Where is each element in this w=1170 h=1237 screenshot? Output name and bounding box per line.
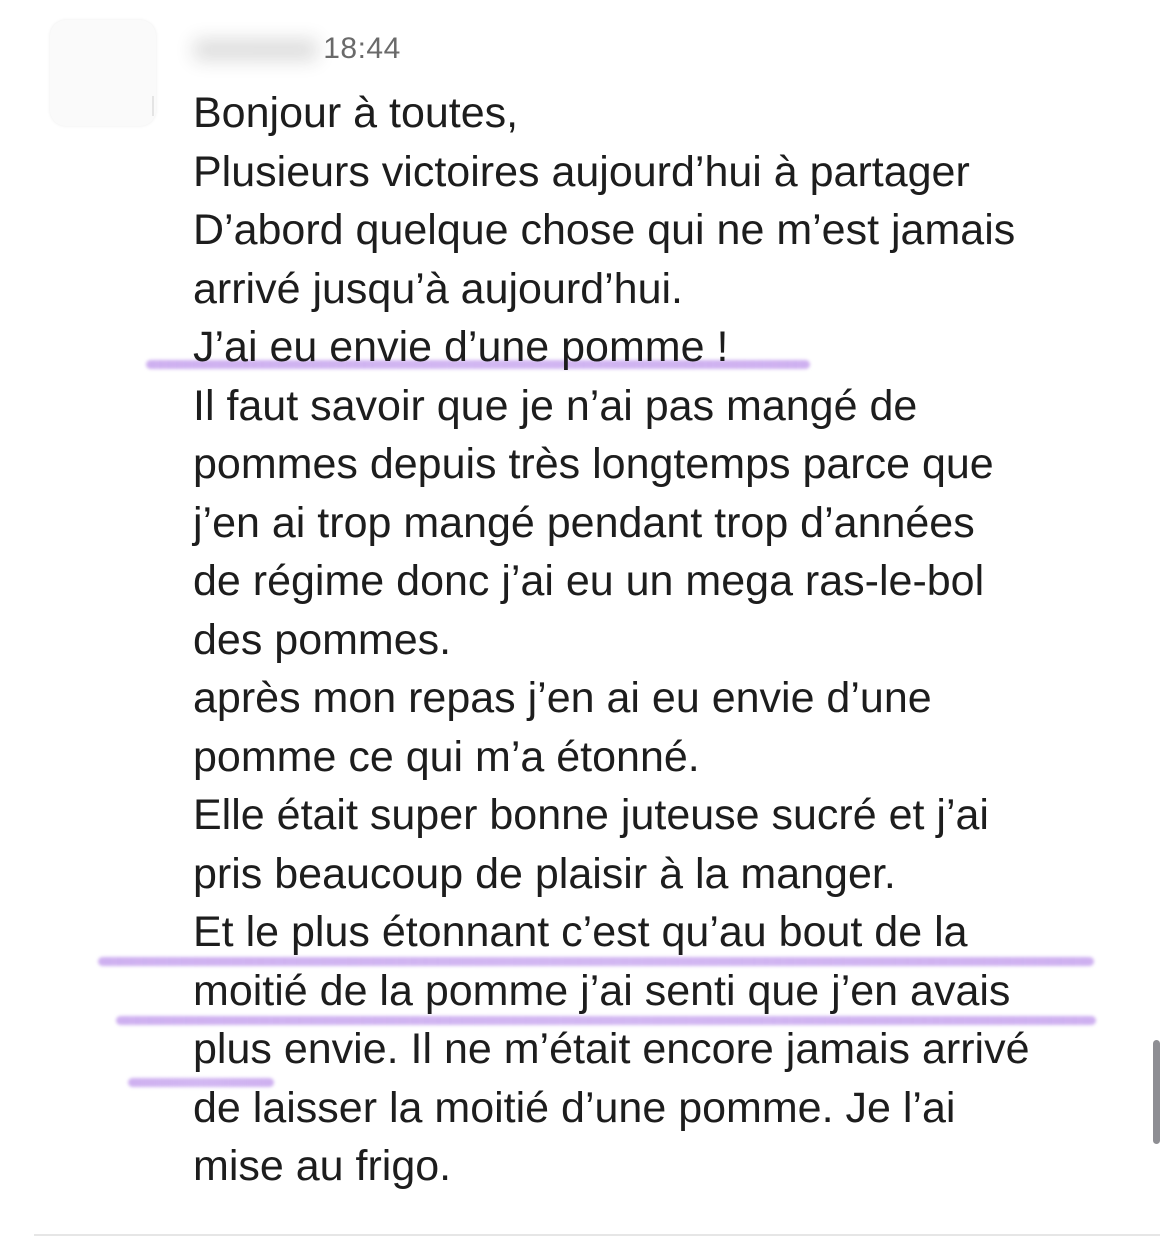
message-line: Elle était super bonne juteuse sucré et j’ai [193,791,989,839]
message-line: D’abord quelque chose qui ne m’est jamais [193,206,1016,254]
message-line: pris beaucoup de plaisir à la manger. [193,849,896,898]
message-line: J’ai eu envie d’une pomme ! [193,323,729,371]
message-line: Plusieurs victoires aujourd’hui à partager [193,147,970,196]
message-timestamp[interactable]: 18:44 [323,32,401,65]
message-line: de laisser la moitié d’une pomme. Je l’ai [193,1083,956,1132]
message-line: j’en ai trop mangé pendant trop d’années [193,498,975,547]
message-line: Il faut savoir que je n’ai pas mangé de [193,381,918,430]
avatar[interactable] [50,20,156,126]
message-line: arrivé jusqu’à aujourd’hui. [193,264,684,313]
message-header [194,26,401,72]
message-body [193,84,1153,1196]
message-line: Bonjour à toutes, [193,89,519,137]
message-line: pommes depuis très longtemps parce que [193,440,994,488]
message-divider [34,1234,1160,1236]
message-line: plus envie. Il ne m’était encore jamais arrivé [193,1025,1030,1073]
message-line: pomme ce qui m’a étonné. [193,732,700,781]
message-line: mise au frigo. [193,1142,452,1190]
message-line: après mon repas j’en ai eu envie d’une [193,674,932,722]
scrollbar[interactable] [1153,1040,1160,1144]
message-line: de régime donc j’ai eu un mega ras-le-bol [193,557,985,605]
message-line: des pommes. [193,615,452,664]
message-line: Et le plus étonnant c’est qu’au bout de la [193,908,968,956]
message-line: moitié de la pomme j’ai senti que j’en avais [193,966,1011,1015]
avatar-edge [152,96,154,116]
author-name-redacted[interactable]: ■■■■■■ [194,29,318,68]
